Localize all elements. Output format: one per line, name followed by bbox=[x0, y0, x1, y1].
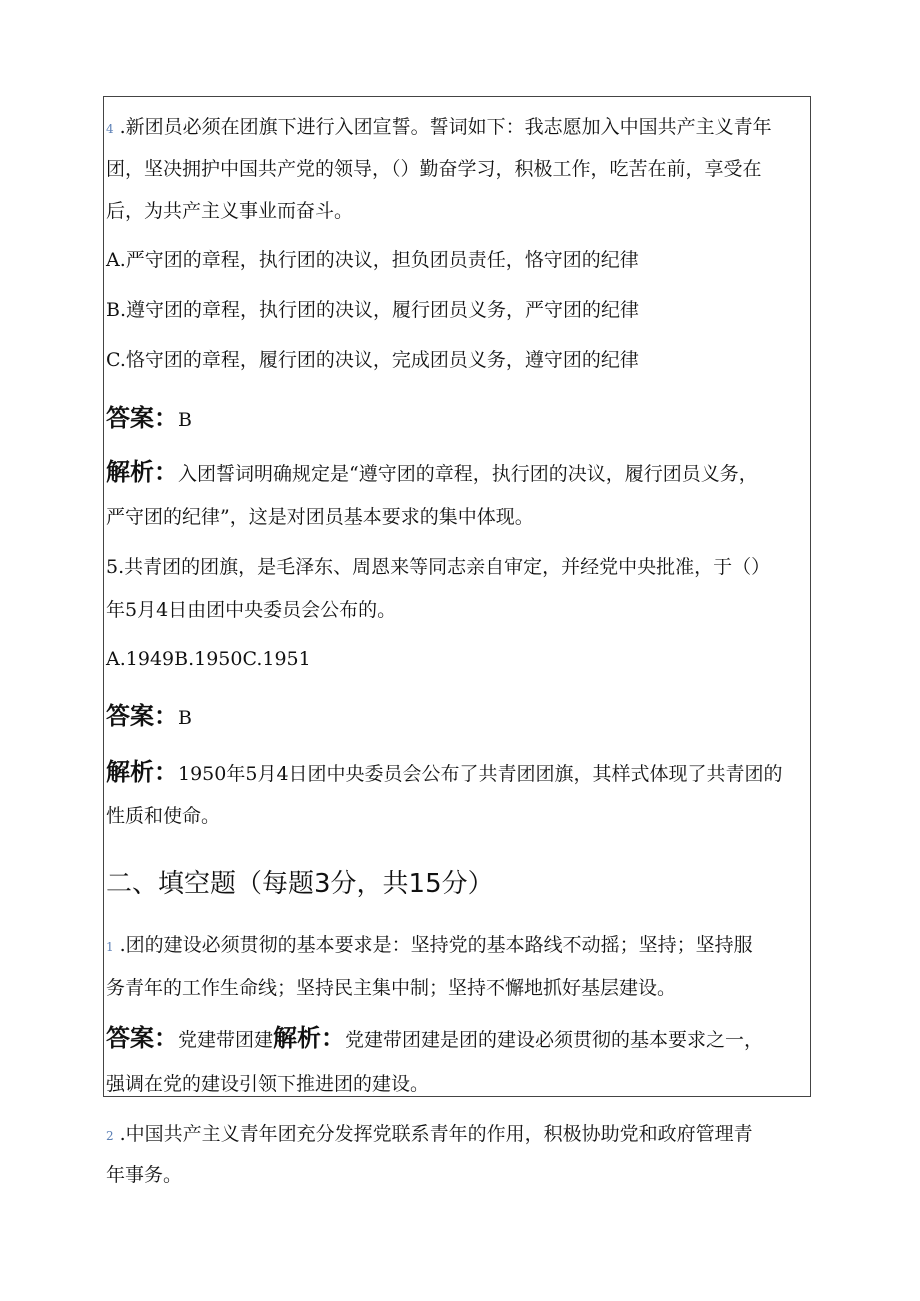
q5-answer: 答案：B bbox=[106, 702, 192, 730]
f1-line-1: 1 .团的建设必须贯彻的基本要求是：坚持党的基本路线不动摇；坚持；坚持服 bbox=[106, 934, 753, 956]
analysis-label: 解析： bbox=[106, 758, 178, 786]
section-heading: 二、填空题（每题3分，共15分） bbox=[106, 869, 494, 899]
q4-number: 4 bbox=[106, 122, 114, 136]
f1-number: 1 bbox=[106, 940, 114, 954]
f2-number: 2 bbox=[106, 1129, 114, 1143]
answer-label: 答案： bbox=[106, 404, 178, 432]
q4-option-c: C.恪守团的章程，履行团的决议，完成团员义务，遵守团的纪律 bbox=[106, 349, 639, 371]
q4-analysis: 解析：入团誓词明确规定是“遵守团的章程，执行团的决议，履行团员义务， bbox=[106, 458, 758, 486]
q4-analysis-line-2: 严守团的纪律”，这是对团员基本要求的集中体现。 bbox=[106, 506, 534, 528]
f2-line-1: 2 .中国共产主义青年团充分发挥党联系青年的作用，积极协助党和政府管理青 bbox=[106, 1123, 753, 1145]
q5-analysis: 解析：1950年5月4日团中央委员会公布了共青团团旗，其样式体现了共青团的 bbox=[106, 758, 783, 786]
f2-line-2: 年事务。 bbox=[106, 1164, 183, 1186]
f1-analysis-line-2: 强调在党的建设引领下推进团的建设。 bbox=[106, 1073, 430, 1095]
q5-line-1: 5.共青团的团旗，是毛泽东、周恩来等同志亲自审定，并经党中央批准，于（） bbox=[106, 556, 771, 578]
q4-option-a: A.严守团的章程，执行团的决议，担负团员责任，恪守团的纪律 bbox=[106, 249, 639, 271]
q5-options: A.1949B.1950C.1951 bbox=[106, 648, 311, 670]
q4-line-2: 团，坚决拥护中国共产党的领导，（）勤奋学习，积极工作，吃苦在前，享受在 bbox=[106, 158, 762, 180]
analysis-label: 解析： bbox=[106, 458, 178, 486]
q5-line-2: 年5月4日由团中央委员会公布的。 bbox=[106, 599, 397, 621]
q4-option-b: B.遵守团的章程，执行团的决议，履行团员义务，严守团的纪律 bbox=[106, 299, 640, 321]
analysis-label: 解析： bbox=[273, 1024, 346, 1052]
q4-line-1: 4 .新团员必须在团旗下进行入团宣誓。誓词如下：我志愿加入中国共产主义青年 bbox=[106, 116, 772, 138]
f1-line-2: 务青年的工作生命线；坚持民主集中制；坚持不懈地抓好基层建设。 bbox=[106, 977, 677, 999]
q4-answer: 答案：B bbox=[106, 404, 192, 432]
answer-label: 答案： bbox=[106, 702, 178, 730]
answer-label: 答案： bbox=[106, 1024, 178, 1052]
q4-line-3: 后，为共产主义事业而奋斗。 bbox=[106, 200, 354, 222]
f1-answer-analysis: 答案：党建带团建解析：党建带团建是团的建设必须贯彻的基本要求之一， bbox=[106, 1024, 764, 1052]
q5-analysis-line-2: 性质和使命。 bbox=[106, 805, 221, 827]
